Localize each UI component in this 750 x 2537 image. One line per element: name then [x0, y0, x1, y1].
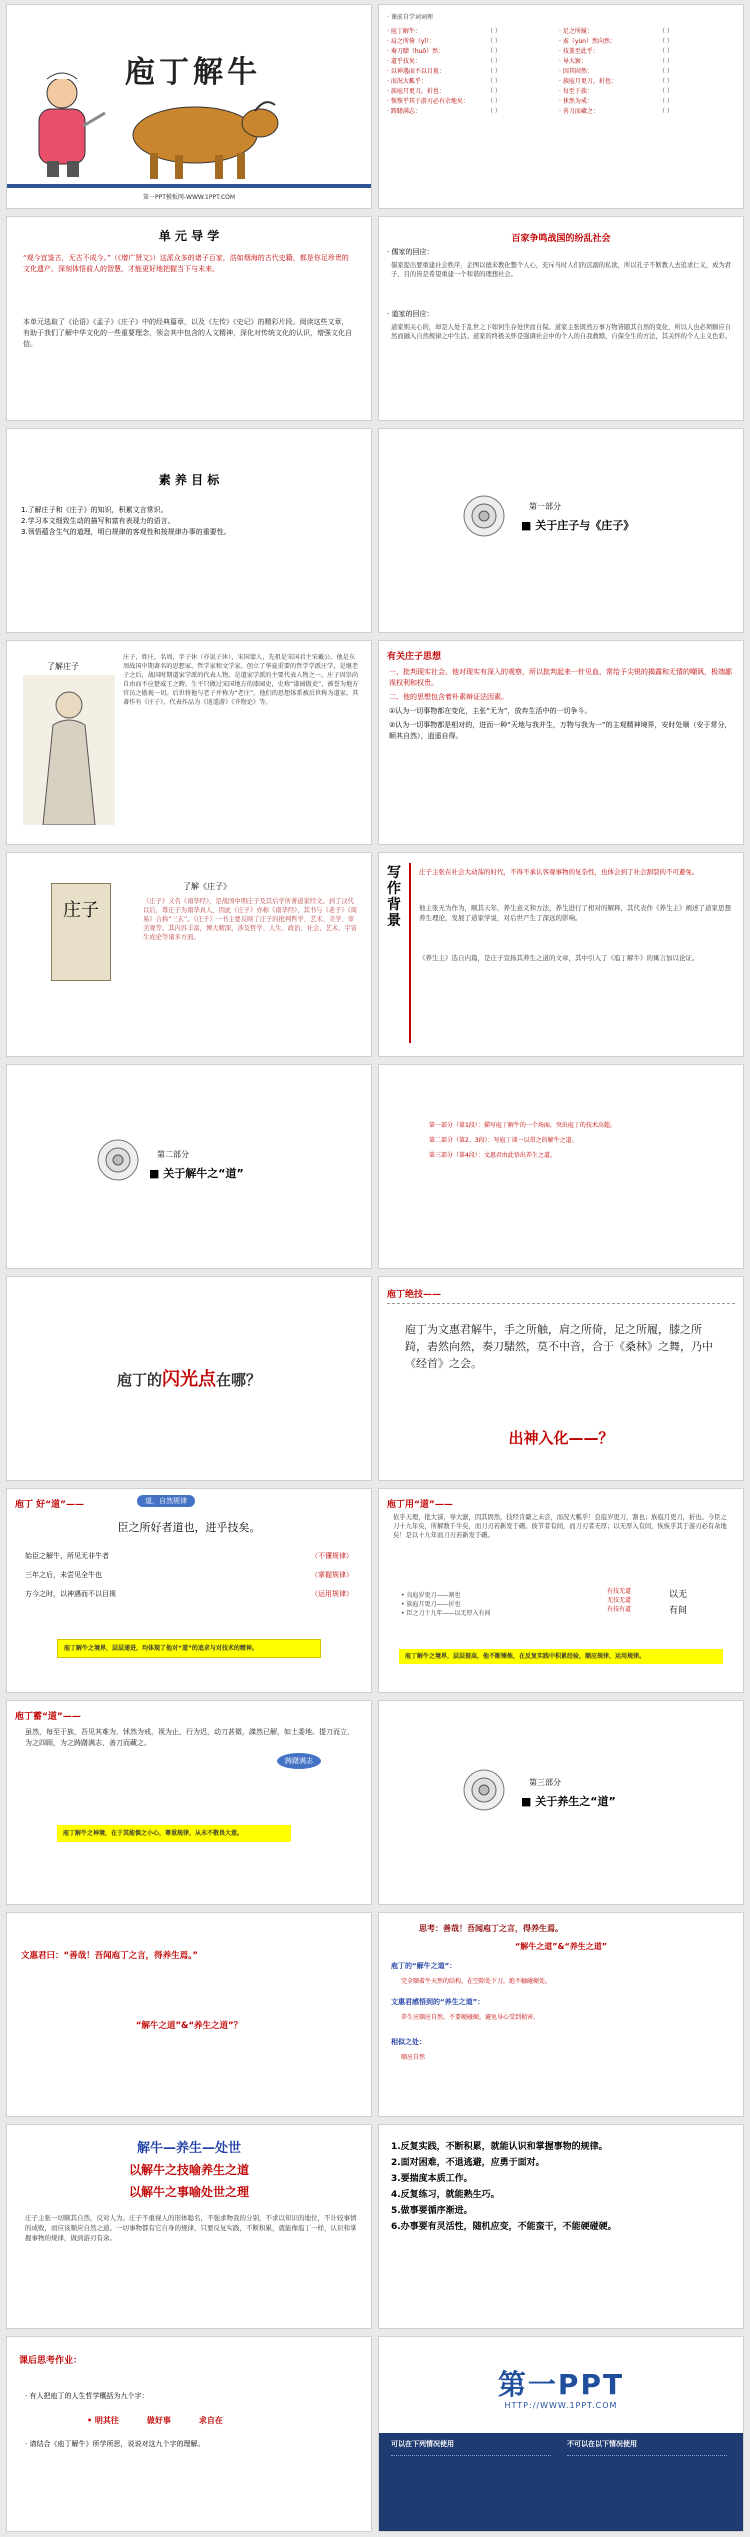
use-dao-tag: 无技无道 [607, 1597, 632, 1604]
love-dao-row [25, 1570, 353, 1581]
think-head: 思考：善哉！吾闻庖丁之言，得养生焉。 [419, 1924, 563, 1933]
brand-url: HTTP://WWW.1PPT.COM [504, 2401, 618, 2410]
love-dao-rows [25, 1551, 353, 1600]
use-dao-item: • 族庖月更刀——折也 [401, 1601, 461, 1608]
vocab-term: · 而况大軱乎： [387, 78, 427, 85]
king-quote-q: “解牛之道”&“养生之道”？ [135, 2021, 243, 2031]
homework-words [87, 2415, 223, 2426]
brand-bottom [379, 2433, 743, 2531]
vocab-term: · 技盖至此乎： [559, 48, 599, 55]
vocab-row [387, 107, 735, 117]
part2-title: ■ 关于解牛之“道” [149, 1167, 244, 1180]
skill-head: 庖丁绝技—— [387, 1290, 442, 1300]
love-dao-row-tag: （掌握规律） [311, 1571, 353, 1579]
insight-item: 1.反复实践，不断积累，就能认识和掌握事物的规律。 [391, 2142, 608, 2152]
slide-society [378, 216, 744, 421]
love-dao-row-tag: （运用规律） [311, 1590, 353, 1598]
vocab-blank: （ ） [487, 58, 501, 65]
slide-structure [378, 1064, 744, 1269]
vocab-blank: （ ） [659, 108, 673, 115]
book-cover [51, 883, 111, 981]
use-dao-side-1: 以无 [669, 1590, 688, 1600]
goal-item: 3.领悟蕴含生气的道理，明白规律的客观性和按规律办事的重要性。 [21, 528, 231, 536]
vocab-row [387, 77, 735, 87]
slide-footer: 第一PPT模板网-WWW.1PPT.COM [142, 194, 236, 201]
vocab-term: · 族庖月更刀，折也： [387, 88, 445, 95]
slide-vocab [378, 4, 744, 209]
summary-text: 庄子主张一切顺其自然，反对人为。庄子不重视人的形体聪名，不强求物我的分别，不求以知识的地位，不计较事情的成败，而应该顺应自然之道。一切事物都有它自身的规律，只要反复实践，不断积累，就能像庖丁一样，认识和掌握事物的规律，做到游刃有余。 [25, 2214, 357, 2242]
part1-title-text: 关于庄子与《庄子》 [535, 519, 635, 532]
book-cover-title: 庄子 [63, 900, 99, 921]
insights-list [391, 2139, 733, 2235]
vocab-term: · 足之所履： [559, 28, 593, 35]
slide-thought [378, 640, 744, 845]
unit-guide-p1: “观今宜鉴古，无古不成今。”（《增广贤文》）这派众多的诸子百家，浩如烟海的古代史籍，都是你足珍贵的文化遗产。深刻体悟前人的智慧，才能更好地把握当下与未来。 [23, 254, 349, 273]
structure-item: 第一部分（第1段）：描写庖丁解牛的一个场面，突出庖丁的技术高超。 [429, 1122, 616, 1129]
slide-use-dao [378, 1488, 744, 1693]
insight-item: 2.面对困难，不退逃避，应勇于面对。 [391, 2158, 545, 2168]
slide-king-quote [6, 1912, 372, 2117]
king-quote-text: 文惠君曰：“善哉！吾闻庖丁之言，得养生焉。” [21, 1951, 198, 1961]
vocab-blank: （ ） [659, 88, 673, 95]
part2-label: 第二部分 [157, 1150, 189, 1159]
brand-col1-lines [391, 2455, 551, 2526]
highlight-post: 在哪？ [216, 1371, 262, 1389]
part2-title-text: 关于解牛之“道” [163, 1167, 244, 1180]
use-dao-item-text: 族庖月更刀——折也 [406, 1601, 461, 1608]
goal-item: 2.学习本文细致生动的描写和富有表现力的语言。 [21, 517, 175, 525]
vocab-blank: （ ） [487, 88, 501, 95]
zhuangzi-caption: 了解庄子 [47, 662, 79, 671]
brand-col2-lines [567, 2455, 727, 2526]
part1-title: ■ 关于庄子与《庄子》 [521, 519, 635, 532]
structure-item: 第三部分（第4段）：文惠君由此悟出养生之道。 [429, 1152, 556, 1159]
structure-list [429, 1121, 723, 1160]
slide-background [378, 852, 744, 1057]
vocab-row [387, 57, 735, 67]
slide-goals [6, 428, 372, 633]
structure-item: 第二部分（第2、3段）：写庖丁谈一以贯之的解牛之道。 [429, 1137, 578, 1144]
love-dao-badge: 道，自然规律 [137, 1495, 195, 1507]
vocab-term: · 善刀而藏之： [559, 108, 599, 115]
homework-head: 课后思考作业： [19, 2356, 83, 2366]
slide-brand [378, 2336, 744, 2532]
slide-love-dao [6, 1488, 372, 1693]
slide-part1 [378, 428, 744, 633]
insight-item: 4.反复练习，就能熟生巧。 [391, 2190, 500, 2200]
slide-insights [378, 2124, 744, 2329]
keep-dao-box: 庖丁解牛之神境，在于其能慎之小心，尊重规律，从未不敬畏大意。 [57, 1825, 291, 1842]
society-h1: · 儒家的回应： [387, 248, 434, 256]
use-dao-side [669, 1587, 687, 1619]
use-dao-tags [607, 1587, 631, 1614]
love-dao-row-text: 始臣之解牛，所见无非牛者 [25, 1552, 109, 1560]
vocab-blank: （ ） [487, 68, 501, 75]
love-dao-row-text: 三年之后，未尝见全牛也 [25, 1571, 102, 1579]
rose-icon [93, 1135, 143, 1185]
vocab-blank: （ ） [659, 78, 673, 85]
vocab-blank: （ ） [487, 78, 501, 85]
slide-zhuangzi [6, 640, 372, 845]
vocab-blank: （ ） [487, 28, 501, 35]
unit-guide-p2: 本单元选取了《论语》《孟子》《庄子》中的经典篇章，以及《左传》《史记》的精彩片段。阅读这些文章，有助于我们了解中华文化的一些重要理念，领会其中包含的人文精神，深化对传统文化的认识，增强文化自信。 [23, 318, 352, 348]
love-dao-row [25, 1551, 353, 1562]
vocab-row [387, 27, 735, 37]
think-a3-head: 相似之处： [391, 2038, 426, 2046]
part1-label: 第一部分 [529, 502, 561, 511]
vocab-term: · 因其固然： [559, 68, 593, 75]
chef-illustration [17, 71, 107, 181]
summary-t3: 以解牛之事喻处世之理 [128, 2185, 249, 2199]
slide-think [378, 1912, 744, 2117]
keep-dao-head: 庖丁蓄“道”—— [15, 1712, 81, 1722]
keep-dao-bubble: 踌躇满志 [277, 1753, 321, 1769]
vocab-blank: （ ） [487, 98, 501, 105]
keep-dao-text: 虽然，每至于族，吾见其难为，怵然为戒，视为止，行为迟，动刀甚微，謋然已解，如土委地。提刀而立，为之四顾，为之踌躇满志，善刀而藏之。 [25, 1728, 354, 1747]
homework-word: 求自在 [198, 2416, 223, 2425]
vocab-term: · 奏刀騞（huō）然： [387, 48, 445, 55]
homework-p2: · 请结合《庖丁解牛》所学所思，说说对这九个字的理解。 [25, 2440, 205, 2448]
vocab-term: · 导大窾： [559, 58, 587, 65]
summary-t1: 解牛—养生—处世 [136, 2141, 241, 2156]
vocab-row [387, 37, 735, 47]
background-divider [409, 863, 411, 1043]
vocab-term: · 肩之所倚（yǐ）： [387, 38, 436, 45]
skill-text: 庖丁为文惠君解牛，手之所触，肩之所倚，足之所履，膝之所踦，砉然向然，奏刀騞然，莫不中音，合于《桑林》之舞，乃中《经首》之会。 [405, 1323, 713, 1370]
vocab-term: · 每至于族： [559, 88, 593, 95]
love-dao-row [25, 1589, 353, 1600]
vocab-term: · 以神遇而不以目视： [387, 68, 445, 75]
brand-col1-head: 可以在下列情况使用 [391, 2440, 454, 2448]
brand-top [379, 2337, 743, 2433]
slide-part3 [378, 1700, 744, 1905]
goals-title: 素 养 目 标 [158, 473, 220, 487]
background-p1: 庄子主张在社会大动荡的时代，不得不承认客观事物的复杂性，也体会到了社会割裂的不可避免。 [419, 868, 699, 876]
vocab-term: · 盍（yùn）然向然： [559, 38, 616, 45]
slide-title-text: 庖丁解牛 [125, 55, 261, 90]
slide-keep-dao [6, 1700, 372, 1905]
vocab-blank: （ ） [659, 28, 673, 35]
use-dao-tag: 有技有道 [607, 1606, 632, 1613]
homework-word: 做好事 [146, 2416, 171, 2425]
use-dao-box: 庖丁解牛之境界，层层提高，他不断锤炼，在反复实践中积累经验，顺应规律，运用规律。 [399, 1649, 723, 1664]
insight-item: 5.做事要循序渐进。 [391, 2206, 473, 2216]
vocab-row [387, 47, 735, 57]
insight-item: 6.办事要有灵活性，随机应变，不能蛮干，不能硬碰硬。 [391, 2222, 617, 2232]
vocab-blank: （ ） [487, 48, 501, 55]
zhuangzi-text: 庄子，姓庄，名周，字子休（亦说子沐），宋国蒙人，先祖是宋国君主宋戴公。他是东周战国中期著名的思想家、哲学家和文学家。创立了华夏重要的哲学学派庄学，是继老子之后，战国时期道家学派的代表人物，是道家学派的主要代表人物之一。庄子因崇尚自由而不应楚威王之聘，生平只做过宋国地方的漆园吏，史称“漆园傲吏”，被誉为地方官员之傲视一切。后世将他与老子并称为“老庄”，他们的思想体系被后世称为道家。其著作有《庄子》，代表作品为《逍遥游》《齐物论》等。 [123, 654, 359, 706]
vocab-term: · 庖丁解牛： [387, 28, 421, 35]
skill-divider [387, 1303, 735, 1304]
brand-logo: 第一PPT [497, 2368, 625, 2401]
background-vertical-title: 写作背景 [387, 865, 401, 929]
vocab-row [387, 67, 735, 77]
vocab-blank: （ ） [659, 68, 673, 75]
ox-illustration [115, 93, 285, 183]
thought-item: ①认为一切事物都在变化，主张“无为”，放弃生活中的一切争斗。 [389, 707, 592, 715]
part3-label: 第三部分 [529, 1778, 561, 1787]
society-h2: · 道家的回应： [387, 310, 434, 318]
think-q: “解牛之道”&“养生之道” [514, 1942, 607, 1951]
homework-p1: · 有人把庖丁的人生哲学概括为九个字： [25, 2392, 149, 2400]
rose-icon [459, 1765, 509, 1815]
zhuangzi-portrait [23, 675, 115, 825]
vocab-blank: （ ） [487, 38, 501, 45]
thought-title: 有关庄子思想 [387, 652, 442, 662]
vocab-blank: （ ） [659, 38, 673, 45]
title-divider [7, 184, 371, 188]
highlight-question [7, 1365, 371, 1391]
vocab-term: · 族庖月更刀，折也： [559, 78, 617, 85]
slide-book [6, 852, 372, 1057]
vocab-term: · 踌躇满志： [387, 108, 421, 115]
vocab-head: · 课前自学词词理 [387, 14, 433, 21]
use-dao-item-text: 臣之刀十九年——以无厚入有间 [406, 1610, 491, 1617]
vocab-term: · 道乎技矣： [387, 58, 421, 65]
think-a2: 养生应顺应自然，不要硬碰硬，避免身心受到损害。 [401, 2014, 540, 2021]
slide-title [6, 4, 372, 209]
think-a2-head: 文惠君感悟到的“养生之道”： [391, 1998, 485, 2006]
homework-word: • 明其往 [87, 2416, 119, 2425]
slide-highlight [6, 1276, 372, 1481]
use-dao-list [401, 1591, 490, 1618]
think-a3: 顺应自然 [401, 2054, 426, 2061]
use-dao-item: • 良庖岁更刀——割也 [401, 1592, 461, 1599]
society-p1: 儒家提出要重建社会秩序，企图以德来教化整个人心，充斥当时人们的沉溺的私欲，所以孔子不断教人去追求仁义，成为君子，目的皆是希望重建一个和谐的理想社会。 [391, 262, 732, 278]
vocab-row [387, 87, 735, 97]
slide-summary [6, 2124, 372, 2329]
book-caption: 了解《庄子》 [183, 882, 231, 891]
rose-icon [459, 491, 509, 541]
society-p2: 道家则关心的，却是人处于乱世之下如何生存处世而自保。道家主张既然万事万物皆随其自然的变化，所以人也必须顺应自然而融入自然规律之中生活。道家的终极关怀是强调社会中的个人的自我救赎、自保全生的方法，其关怀的个人主义色彩。 [391, 324, 732, 340]
part3-title: ■ 关于养生之“道” [521, 1795, 616, 1808]
slide-unit-guide [6, 216, 372, 421]
summary-t2: 以解牛之技喻养生之道 [128, 2163, 249, 2177]
vocab-blank: （ ） [487, 108, 501, 115]
vocab-table [387, 27, 735, 117]
society-title: 百家争鸣战国的纷乱社会 [511, 234, 611, 244]
goals-list [21, 505, 359, 538]
background-p3: 《养生主》选自内篇，是庄子宣扬其养生之道的文章，其中引入了《庖丁解牛》的寓言加以论证。 [419, 954, 699, 962]
use-dao-text: 依乎天理，批大郤，导大窾，因其固然，技经肯綮之未尝，而况大軱乎！良庖岁更刀，割也；族庖月更刀，折也。今臣之刀十九年矣，所解数千牛矣，而刀刃若新发于硎。彼节者有间，而刀刃者无厚；以无厚入有间，恢恢乎其于游刃必有余地矣！是以十九年而刀刃若新发于硎。 [393, 1514, 727, 1539]
brand-col2-head: 不可以在以下情况使用 [567, 2440, 637, 2448]
think-a1-head: 庖丁的“解牛之道”： [391, 1962, 457, 1970]
highlight-pre: 庖丁的 [116, 1371, 162, 1389]
thought-item: 二、他的思想包含着朴素辩证法因素。 [389, 693, 508, 701]
vocab-row [387, 97, 735, 107]
use-dao-side-2: 有间 [669, 1606, 688, 1616]
skill-foot: 出神入化——？ [508, 1429, 614, 1447]
slide-part2 [6, 1064, 372, 1269]
insight-item: 3.要揣度本质工作。 [391, 2174, 473, 2184]
think-a1: 完全顺着牛天然的结构，在空隙处下刀，绝不触碰硬处。 [401, 1978, 552, 1985]
vocab-blank: （ ） [659, 98, 673, 105]
love-dao-head: 庖丁 好“道”—— [15, 1500, 84, 1510]
vocab-term: · 恢恢乎其于游刃必有余地矣： [387, 98, 469, 105]
love-dao-row-text: 方今之时，以神遇而不以目视 [25, 1590, 116, 1598]
thought-item: 一、批判现实社会。他对现实有深入的观察，所以批判起来一针见血，常给予尖锐的揭露和无情的嘲讽，极端鄙视权利和权贵。 [389, 668, 732, 687]
use-dao-tag: 有技无道 [607, 1588, 632, 1595]
highlight-word: 闪光点 [162, 1369, 216, 1390]
vocab-blank: （ ） [659, 58, 673, 65]
use-dao-head: 庖丁用“道”—— [387, 1500, 453, 1510]
thought-list [389, 667, 733, 742]
slide-skill [378, 1276, 744, 1481]
love-dao-box: 庖丁解牛之境界，层层递进，均体现了他对“道”的追求与对技术的精神。 [57, 1639, 321, 1658]
use-dao-item: • 臣之刀十九年——以无厚入有间 [401, 1610, 491, 1617]
love-dao-quote: 臣之所好者道也，进乎技矣。 [117, 1521, 261, 1534]
thought-item: ②认为一切事物都是相对的，进而一种“天地与我并生，万物与我为一”的主观精神境界，安时处顺（安于常分，顺其自然），逍遥自得。 [389, 721, 732, 740]
slide-homework [6, 2336, 372, 2532]
love-dao-row-tag: （不懂规律） [311, 1552, 353, 1560]
book-text: 《庄子》又名《南华经》，是战国中期庄子及其后学所著道家经文。到了汉代以后，尊庄子为南华真人，因此《庄子》亦称《南华经》，其书与《老子》《周易》合称“三玄”。《庄子》一书主要反映了庄子的批判哲学、艺术、美学、审美观等。其内容丰富，博大精深，涉及哲学、人生、政治、社会、艺术、宇宙生成论等诸多方面。 [143, 898, 358, 941]
goal-item: 1.了解庄子和《庄子》的知识，积累文言常识。 [21, 506, 168, 514]
background-p2: 他主张无为作为，顺其天年，养生意义和方法，养生进行了相对的解释，其代表作《养生主》阐述了道家思想养生理论，发展了道家学说，对后世产生了深远的影响。 [419, 904, 731, 922]
vocab-blank: （ ） [659, 48, 673, 55]
part3-title-text: 关于养生之“道” [535, 1795, 616, 1808]
unit-guide-title: 单 元 导 学 [158, 229, 220, 243]
vocab-term: · 怵然为戒： [559, 98, 593, 105]
use-dao-item-text: 良庖岁更刀——割也 [406, 1592, 461, 1599]
